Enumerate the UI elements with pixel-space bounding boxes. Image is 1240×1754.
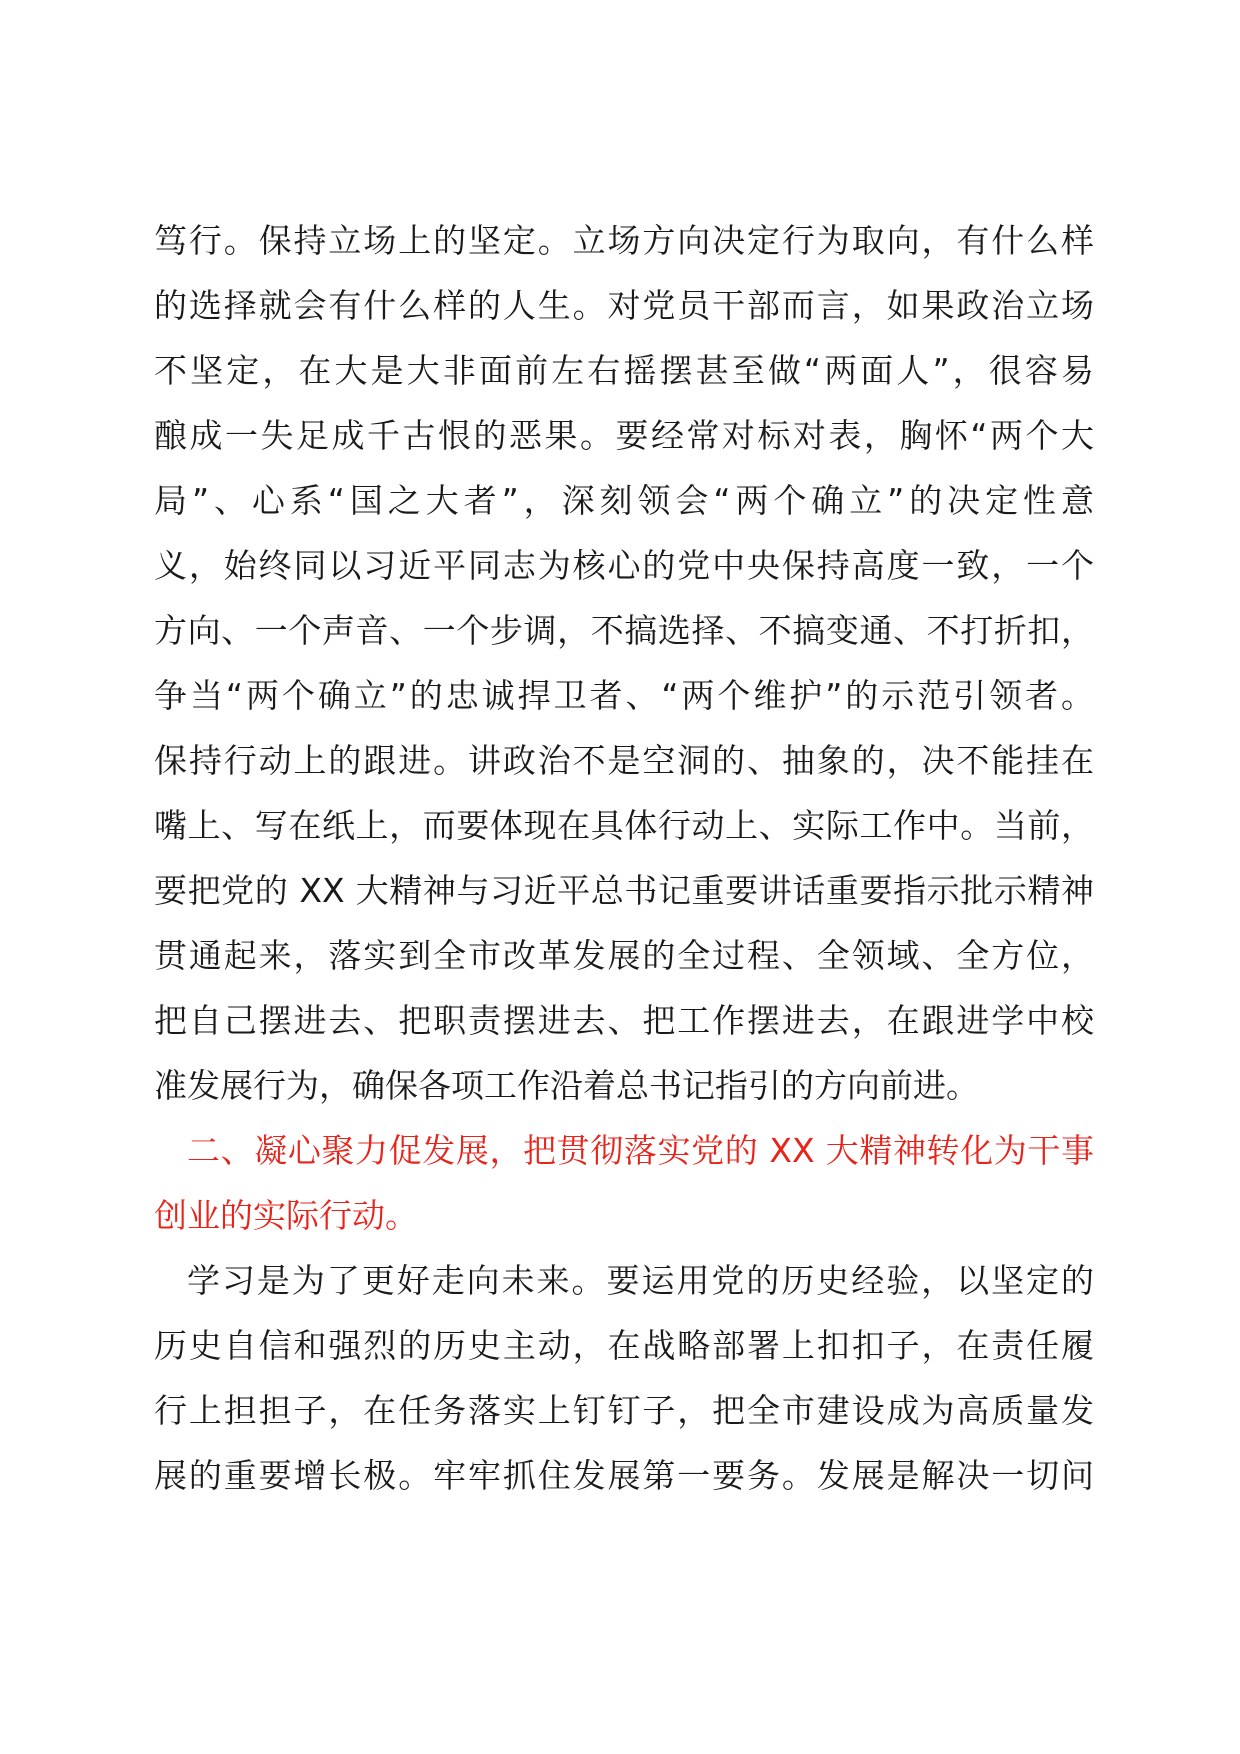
text-line: 局”、心系“国之大者”，深刻领会“两个确立”的决定性意: [154, 481, 1094, 520]
text-line: 争当“两个确立”的忠诚捍卫者、“两个维护”的示范引领者。: [154, 676, 1094, 715]
text-line: 要把党的 XX 大精神与习近平总书记重要讲话重要指示批示精神: [154, 871, 1094, 910]
heading-line: 创业的实际行动。: [154, 1196, 418, 1235]
text-line: 的选择就会有什么样的人生。对党员干部而言，如果政治立场: [154, 286, 1094, 325]
text-line: 保持行动上的跟进。讲政治不是空洞的、抽象的，决不能挂在: [154, 741, 1094, 780]
paragraph-development: [154, 1248, 1094, 1508]
section-heading-two: [154, 1118, 1094, 1248]
text-line: 准发展行为，确保各项工作沿着总书记指引的方向前进。: [154, 1066, 979, 1105]
text-line: 酿成一失足成千古恨的恶果。要经常对标对表，胸怀“两个大: [154, 416, 1094, 455]
text-line: 展的重要增长极。牢牢抓住发展第一要务。发展是解决一切问: [154, 1456, 1094, 1495]
text-line: 方向、一个声音、一个步调，不搞选择、不搞变通、不打折扣，: [154, 611, 1094, 650]
text-line: 把自己摆进去、把职责摆进去、把工作摆进去，在跟进学中校: [154, 1001, 1094, 1040]
text-line: 贯通起来，落实到全市改革发展的全过程、全领域、全方位，: [154, 936, 1094, 975]
text-line: 不坚定，在大是大非面前左右摇摆甚至做“两面人”，很容易: [154, 351, 1094, 390]
text-line: 行上担担子，在任务落实上钉钉子，把全市建设成为高质量发: [154, 1391, 1094, 1430]
heading-line: 二、凝心聚力促发展，把贯彻落实党的 XX 大精神转化为干事: [187, 1131, 1094, 1170]
text-line: 历史自信和强烈的历史主动，在战略部署上扣扣子，在责任履: [154, 1326, 1094, 1365]
document-body: [154, 208, 1094, 1508]
text-line: 义，始终同以习近平同志为核心的党中央保持高度一致，一个: [154, 546, 1094, 585]
text-line: 笃行。保持立场上的坚定。立场方向决定行为取向，有什么样: [154, 221, 1094, 260]
text-line: 学习是为了更好走向未来。要运用党的历史经验，以坚定的: [187, 1261, 1094, 1300]
paragraph-political-stance: [154, 208, 1094, 1118]
text-line: 嘴上、写在纸上，而要体现在具体行动上、实际工作中。当前，: [154, 806, 1094, 845]
